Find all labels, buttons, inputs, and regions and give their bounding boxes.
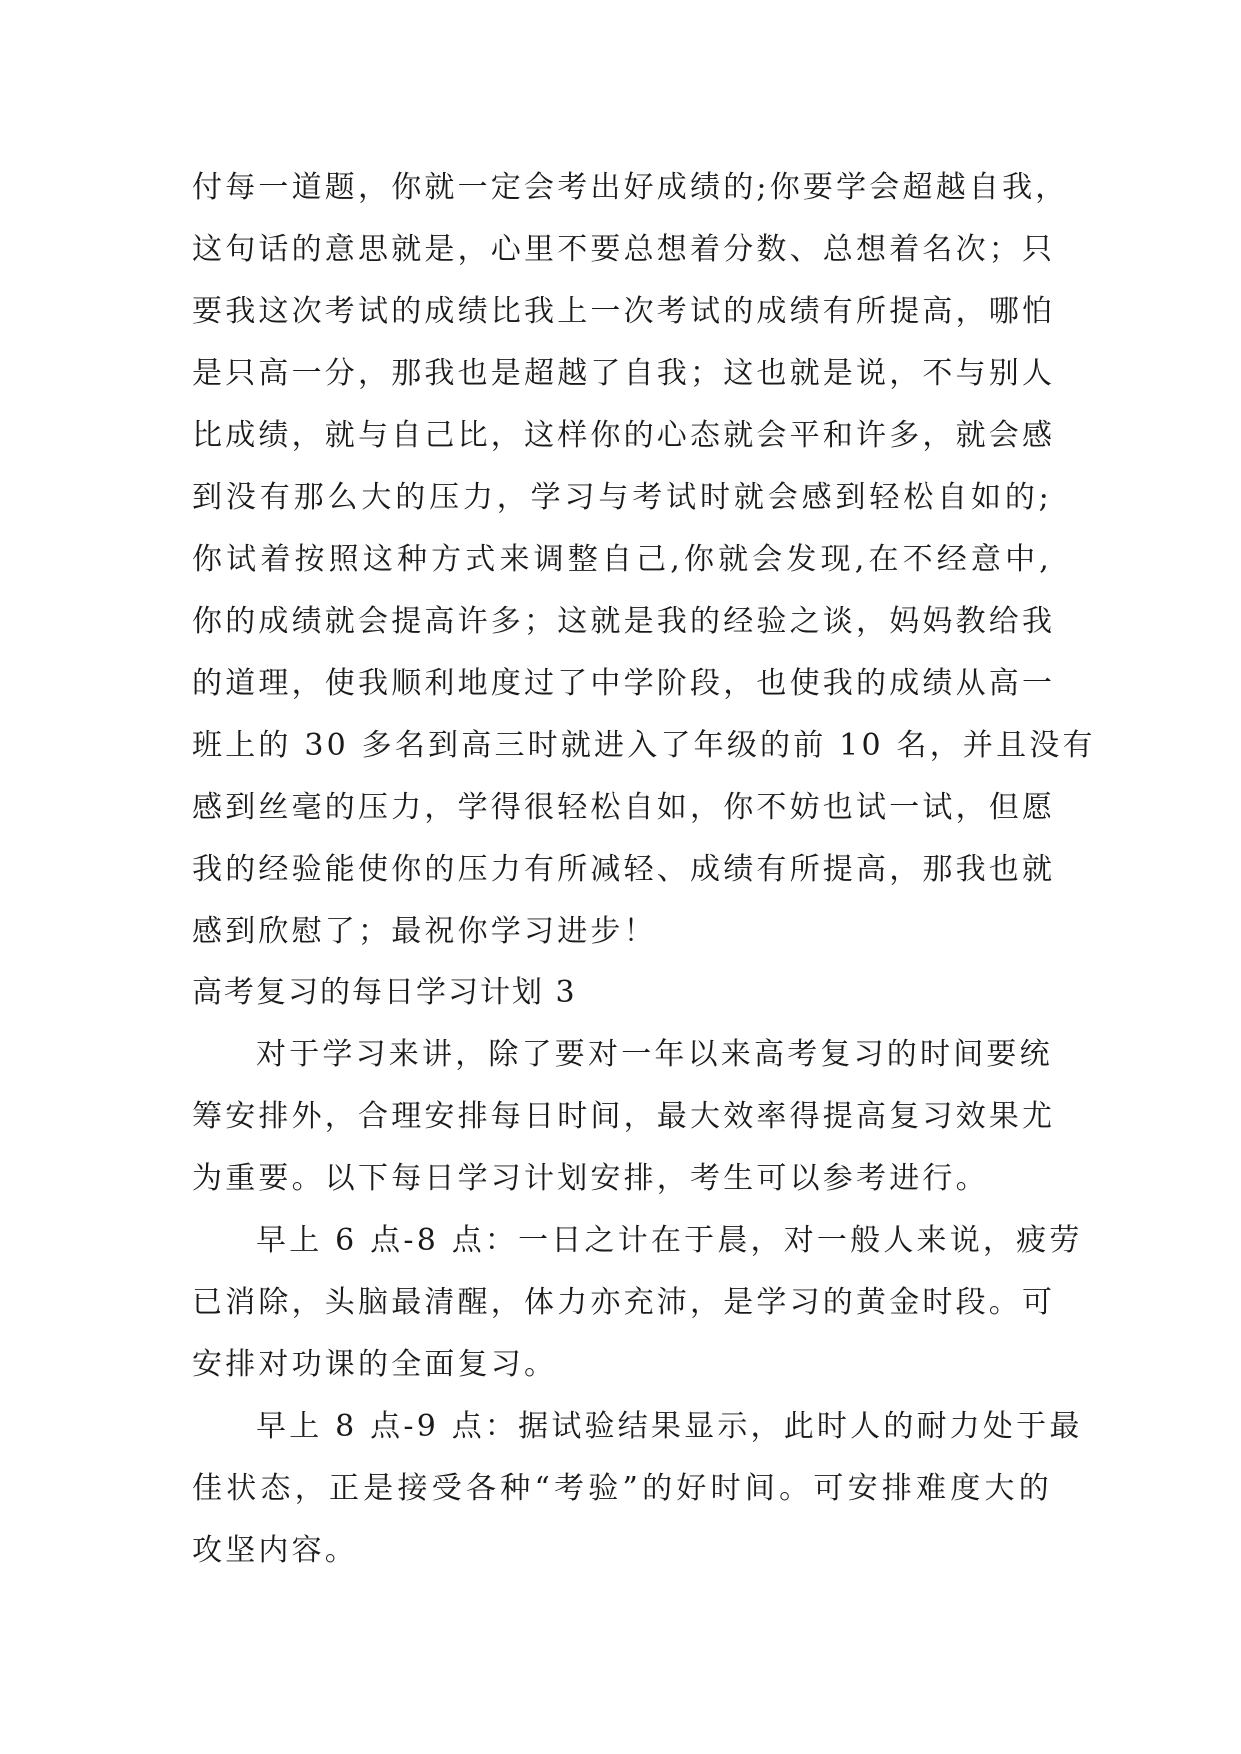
text-line: 你的成绩就会提高许多；这就是我的经验之谈，妈妈教给我 [192,604,1056,639]
text-line: 这句话的意思就是，心里不要总想着分数、总想着名次；只 [192,232,1056,267]
text-line: 攻坚内容。 [192,1533,358,1568]
section-body [192,1024,1083,1582]
text-line: 的道理，使我顺利地度过了中学阶段，也使我的成绩从高一 [192,666,1056,701]
text-line: 班上的 30 多名到高三时就进入了年级的前 10 名，并且没有 [192,728,1096,763]
text-line: 佳状态，正是接受各种“考验”的好时间。可安排难度大的 [192,1471,1052,1506]
text-line: 比成绩，就与自己比，这样你的心态就会平和许多，就会感 [192,418,1056,453]
text-line: 已消除，头脑最清醒，体力亦充沛，是学习的黄金时段。可 [192,1285,1056,1320]
text-line: 你试着按照这种方式来调整自己,你就会发现,在不经意中, [192,542,1052,577]
text-line: 为重要。以下每日学习计划安排，考生可以参考进行。 [192,1161,989,1196]
text-line: 感到丝毫的压力，学得很轻松自如，你不妨也试一试，但愿 [192,790,1056,825]
text-line: 付每一道题，你就一定会考出好成绩的;你要学会超越自我， [192,170,1069,205]
text-line: 筹安排外，合理安排每日时间，最大效率得提高复习效果尤 [192,1099,1056,1134]
text-line: 到没有那么大的压力，学习与考试时就会感到轻松自如的; [192,480,1052,515]
text-line: 我的经验能使你的压力有所减轻、成绩有所提高，那我也就 [192,852,1056,887]
paragraph-first-line: 早上 8 点-9 点：据试验结果显示，此时人的耐力处于最 [256,1409,1083,1444]
text-line: 是只高一分，那我也是超越了自我；这也就是说，不与别人 [192,356,1056,391]
text-line: 感到欣慰了；最祝你学习进步！ [192,914,657,949]
paragraph-first-line: 对于学习来讲，除了要对一年以来高考复习的时间要统 [256,1037,1053,1072]
continued-paragraph [192,157,1096,963]
text-line: 要我这次考试的成绩比我上一次考试的成绩有所提高，哪怕 [192,294,1056,329]
section-title: 高考复习的每日学习计划 3 [192,975,577,1010]
paragraph-first-line: 早上 6 点-8 点：一日之计在于晨，对一般人来说，疲劳 [256,1223,1083,1258]
text-line: 安排对功课的全面复习。 [192,1347,558,1382]
